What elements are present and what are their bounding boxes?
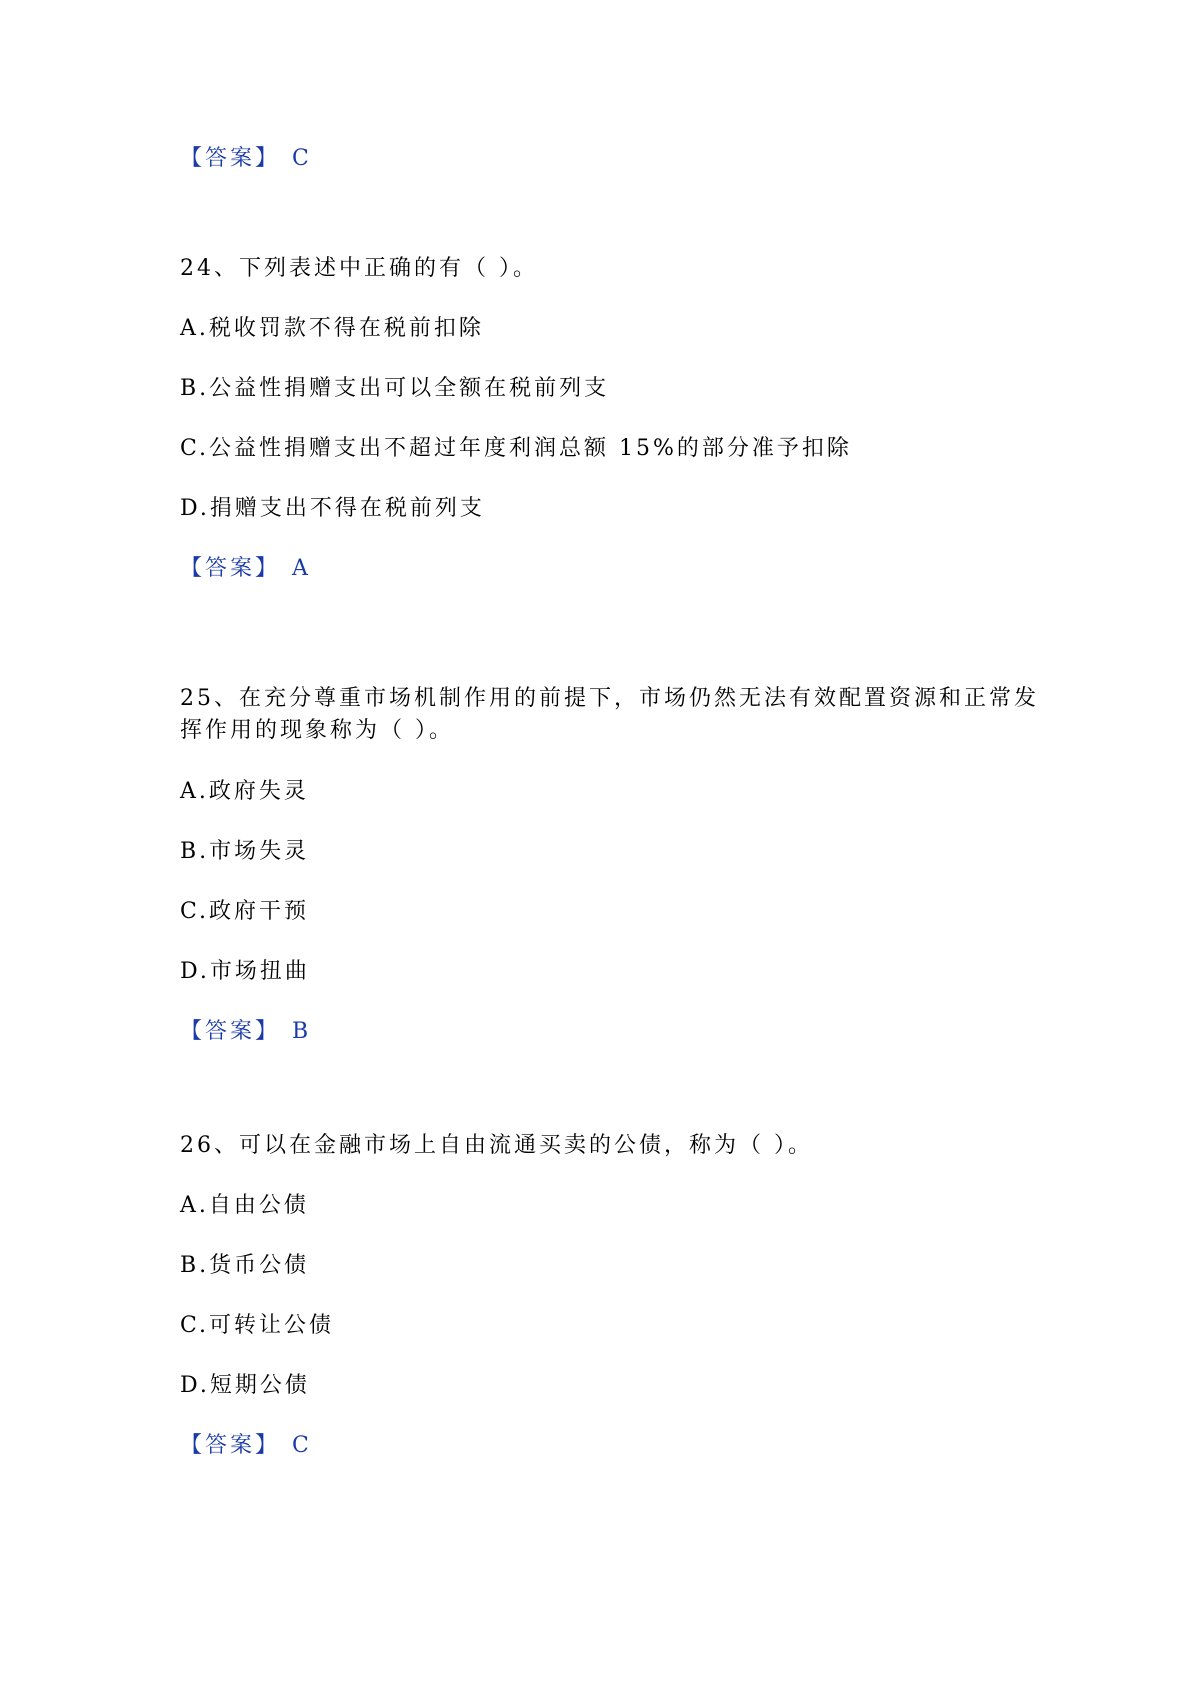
answer-line-q25 xyxy=(180,1016,311,1048)
question-25-option-c: C.政府干预 xyxy=(180,899,310,924)
answer-value: A xyxy=(292,556,311,581)
question-26-option-b: B.货币公债 xyxy=(180,1253,310,1278)
answer-value: B xyxy=(292,1019,312,1044)
question-26-stem: 26、可以在金融市场上自由流通买卖的公债，称为（ ）。 xyxy=(180,1133,813,1158)
answer-label: 【答案】 xyxy=(180,1019,281,1044)
answer-label: 【答案】 xyxy=(180,146,281,171)
answer-value: C xyxy=(292,146,312,171)
answer-label: 【答案】 xyxy=(180,556,281,581)
answer-line-q26 xyxy=(180,1430,312,1462)
question-24-stem: 24、下列表述中正确的有（ ）。 xyxy=(180,256,538,281)
question-24-option-a: A.税收罚款不得在税前扣除 xyxy=(180,316,484,341)
answer-line-q24 xyxy=(180,553,311,585)
question-25-stem-line-2: 挥作用的现象称为（ ）。 xyxy=(180,718,454,743)
question-25-option-d: D.市场扭曲 xyxy=(180,959,310,984)
answer-value: C xyxy=(292,1433,312,1458)
question-25-option-b: B.市场失灵 xyxy=(180,839,310,864)
question-24-option-c: C.公益性捐赠支出不超过年度利润总额 15%的部分准予扣除 xyxy=(180,436,852,461)
answer-label: 【答案】 xyxy=(180,1433,281,1458)
question-25-stem-line-1: 25、在充分尊重市场机制作用的前提下，市场仍然无法有效配置资源和正常发 xyxy=(180,686,1039,711)
question-26-option-a: A.自由公债 xyxy=(180,1193,309,1218)
question-26-option-d: D.短期公债 xyxy=(180,1373,310,1398)
question-25-option-a: A.政府失灵 xyxy=(180,779,309,804)
answer-line-q23 xyxy=(180,143,312,175)
question-24-option-b: B.公益性捐赠支出可以全额在税前列支 xyxy=(180,376,610,401)
question-26-option-c: C.可转让公债 xyxy=(180,1313,335,1338)
question-24-option-d: D.捐赠支出不得在税前列支 xyxy=(180,496,485,521)
